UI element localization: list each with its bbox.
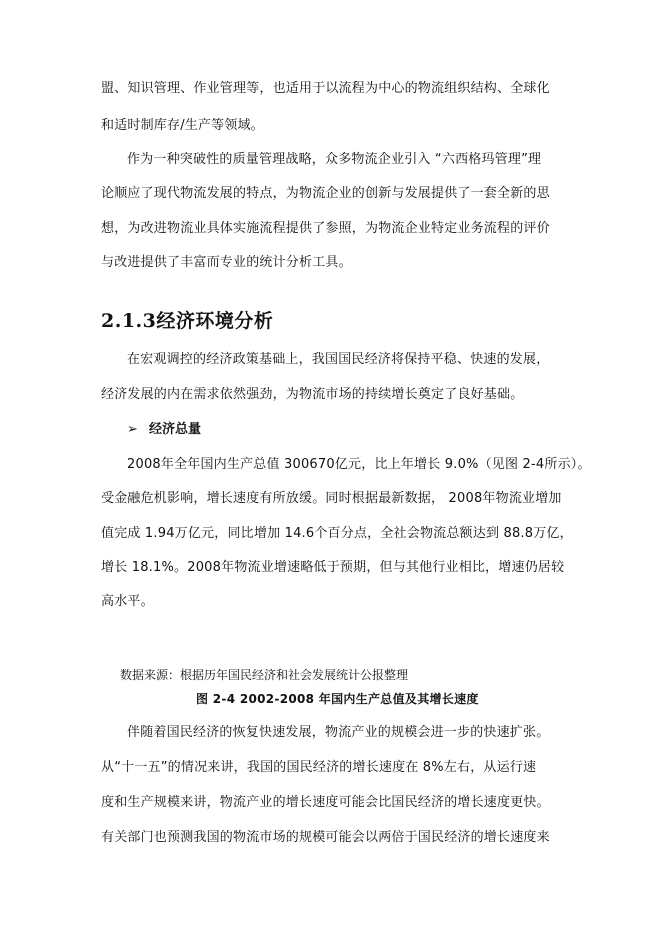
paragraph-1-line-2: 和适时制库存/生产等领域。 — [101, 118, 264, 133]
paragraph-2-line-2: 论顺应了现代物流发展的特点，为物流企业的创新与发展提供了一套全新的思 — [101, 186, 550, 201]
bullet-economic-total — [127, 421, 201, 439]
paragraph-2-line-3: 想，为改进物流业具体实施流程提供了参照，为物流企业特定业务流程的评价 — [101, 221, 550, 236]
paragraph-5-line-4: 有关部门也预测我国的物流市场的规模可能会以两倍于国民经济的增长速度来 — [101, 830, 550, 845]
paragraph-4-line-5: 高水平。 — [101, 594, 154, 609]
paragraph-4-line-2: 受金融危机影响，增长速度有所放缓。同时根据最新数据， 2008年物流业增加 — [101, 491, 562, 506]
bullet-label: 经济总量 — [149, 422, 202, 437]
paragraph-2-line-1: 作为一种突破性的质量管理战略，众多物流企业引入 “六西格玛管理”理 — [127, 152, 542, 167]
paragraph-3-line-1: 在宏观调控的经济政策基础上，我国国民经济将保持平稳、快速的发展， — [127, 352, 550, 367]
paragraph-1-line-1: 盟、知识管理、作业管理等，也适用于以流程为中心的物流组织结构、全球化 — [101, 81, 550, 96]
arrow-bullet-icon: ➢ — [127, 422, 138, 437]
section-heading: 2.1.3经济环境分析 — [101, 310, 274, 332]
paragraph-4-line-3: 值完成 1.94万亿元，同比增加 14.6个百分点，全社会物流总额达到 88.8万亿， — [101, 526, 573, 541]
paragraph-4-line-4: 增长 18.1%。2008年物流业增速略低于预期，但与其他行业相比，增速仍居较 — [101, 560, 565, 575]
paragraph-5-line-2: 从“十一五”的情况来讲，我国的国民经济的增长速度在 8%左右，从运行速 — [101, 760, 537, 775]
paragraph-4-line-1: 2008年全年国内生产总值 300670亿元，比上年增长 9.0%（见图 2-4所示）。 — [127, 457, 591, 472]
paragraph-2-line-4: 与改进提供了丰富而专业的统计分析工具。 — [101, 255, 352, 270]
paragraph-3-line-2: 经济发展的内在需求依然强劲，为物流市场的持续增长奠定了良好基础。 — [101, 387, 524, 402]
figure-caption: 图 2-4 2002-2008 年国内生产总值及其增长速度 — [196, 692, 479, 706]
paragraph-5-line-1: 伴随着国民经济的恢复快速发展，物流产业的规模会进一步的快速扩张。 — [127, 725, 550, 740]
figure-source-note: 数据来源：根据历年国民经济和社会发展统计公报整理 — [120, 668, 409, 682]
paragraph-5-line-3: 度和生产规模来讲，物流产业的增长速度可能会比国民经济的增长速度更快。 — [101, 795, 550, 810]
